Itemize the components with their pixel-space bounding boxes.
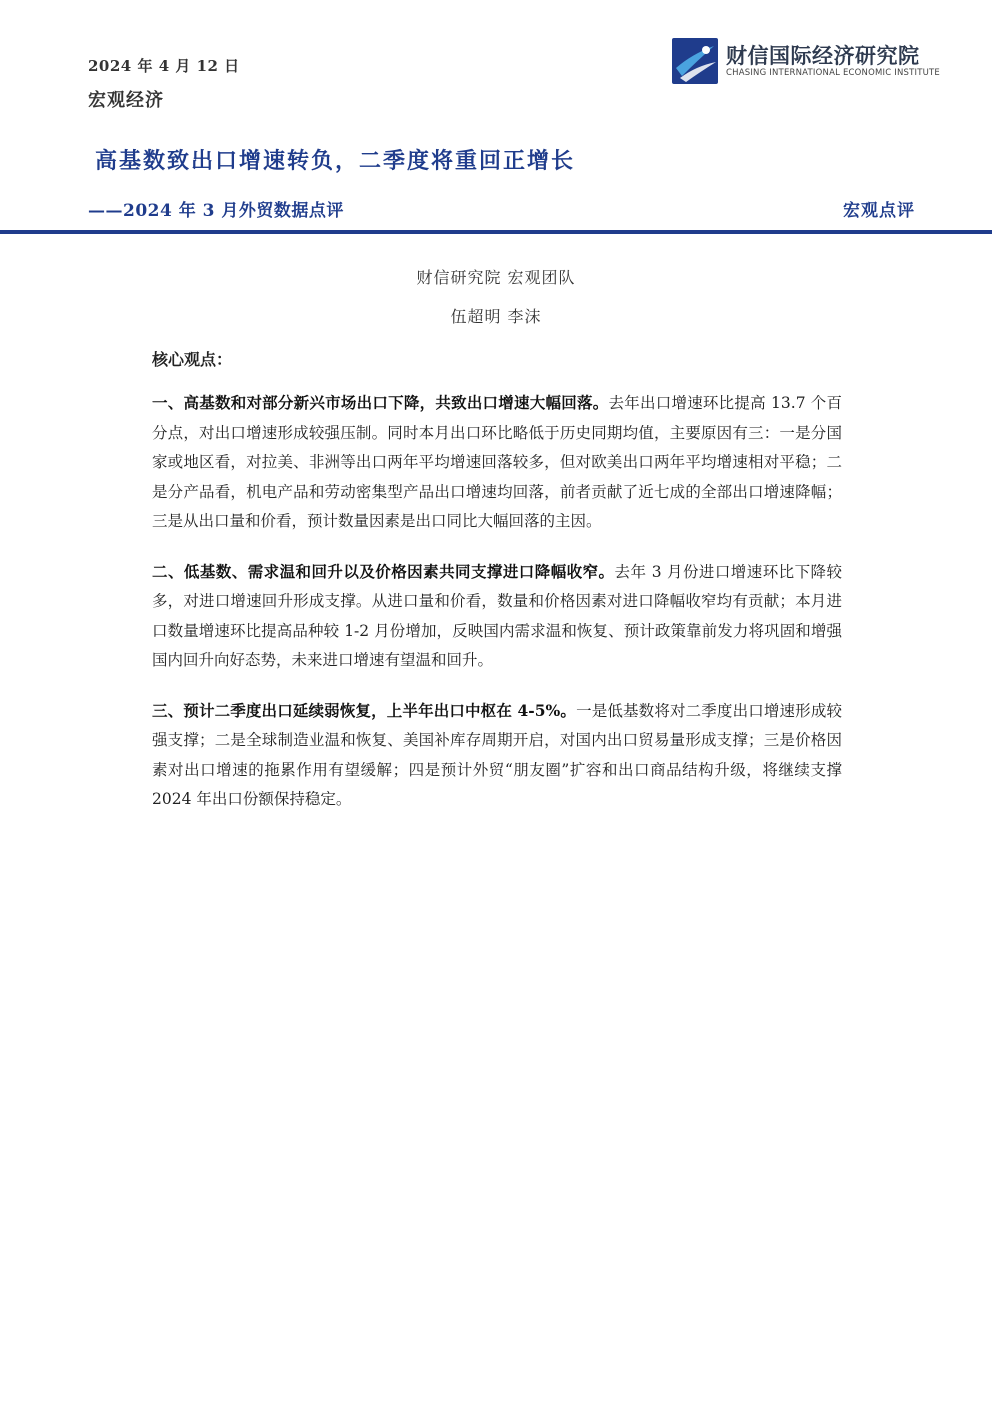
point-lead: 一、高基数和对部分新兴市场出口下降，共致出口增速大幅回落。 — [152, 393, 609, 412]
point-text: 去年出口增速环比提高 13.7 个百分点，对出口增速形成较强压制。同时本月出口环比略低于历史同期均值，主要原因有三：一是分国家或地区看，对拉美、非洲等出口两年平均增速回落较多，但对欧美出口两年平均增速相对平稳；二是分产品看，机电产品和劳动密集型产品出口增速均回落，前者贡献了近七成的全部出口增速降幅；三是从出口量和价看，预计数量因素是出口同比大幅回落的主因。 — [152, 394, 842, 530]
core-views-body — [152, 388, 842, 835]
point-text: 一是低基数将对二季度出口增速形成较强支撑；二是全球制造业温和恢复、美国补库存周期开启，对国内出口贸易量形成支撑；三是价格因素对出口增速的拖累作用有望缓解；四是预计外贸“朋友圈”扩容和出口商品结构升级，将继续支撑 2024 年出口份额保持稳定。 — [152, 701, 842, 808]
institute-name-cn: 财信国际经济研究院 — [726, 44, 920, 68]
report-date: 2024 年 4 月 12 日 — [88, 57, 240, 75]
research-team: 财信研究院 宏观团队 — [416, 268, 576, 287]
core-point-3 — [152, 696, 842, 815]
report-subtitle: ——2024 年 3 月外贸数据点评 — [88, 201, 344, 221]
report-title: 高基数致出口增速转负，二季度将重回正增长 — [95, 148, 576, 174]
institute-logo-icon — [672, 38, 718, 84]
point-text: 去年 3 月份进口增速环比下降较多，对进口增速回升形成支撑。从进口量和价看，数量和价格因素对进口降幅收窄均有贡献；本月进口数量增速环比提高品种较 1-2 月份增加，反映国内需求温和恢复、预计政策靠前发力将巩固和增强国内回升向好态势，未来进口增速有望温和回升。 — [152, 562, 842, 669]
core-point-2 — [152, 557, 842, 676]
authors: 伍超明 李沫 — [450, 307, 542, 326]
report-type-label: 宏观点评 — [843, 201, 915, 221]
institute-logo — [672, 38, 940, 90]
report-category: 宏观经济 — [88, 90, 164, 111]
core-views-heading: 核心观点： — [152, 350, 233, 369]
point-lead: 三、预计二季度出口延续弱恢复，上半年出口中枢在 4-5%。 — [152, 700, 577, 720]
header-divider — [0, 230, 992, 234]
point-lead: 二、低基数、需求温和回升以及价格因素共同支撑进口降幅收窄。 — [152, 561, 615, 581]
institute-name-en: CHASING INTERNATIONAL ECONOMIC INSTITUTE — [726, 68, 940, 78]
core-point-1 — [152, 388, 842, 537]
